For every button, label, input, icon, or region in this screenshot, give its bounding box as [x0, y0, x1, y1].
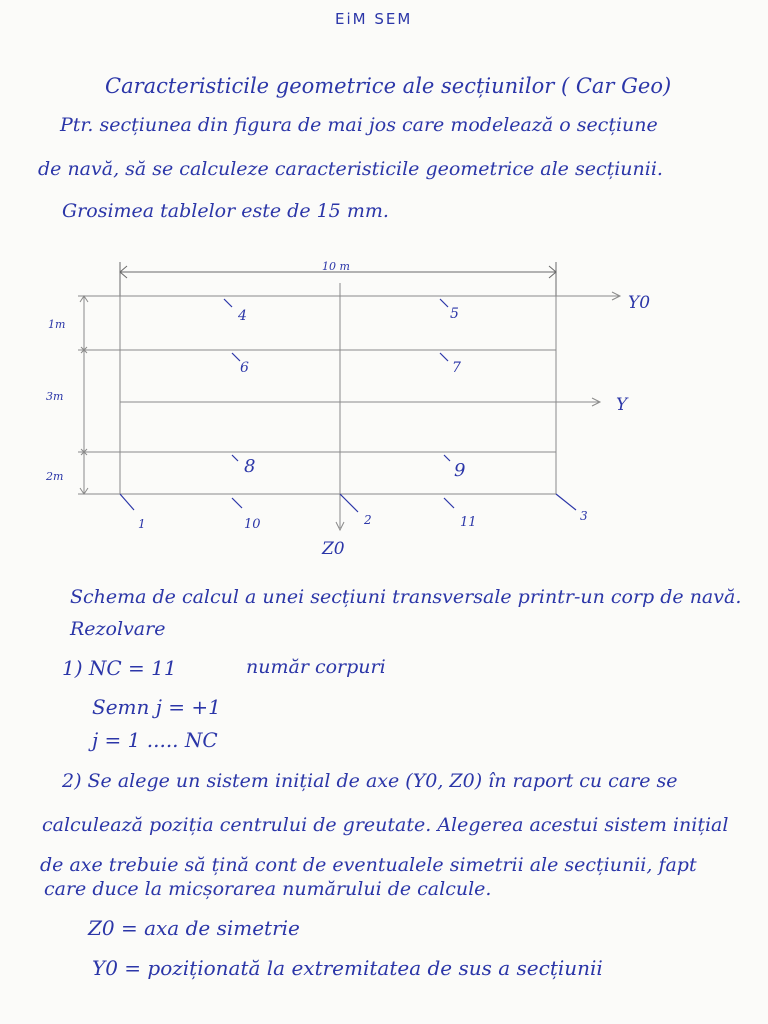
leader-ticks	[120, 299, 576, 512]
element-9: 9	[454, 460, 466, 481]
page-header: EiM SEM	[335, 10, 413, 28]
element-7: 7	[452, 360, 461, 376]
step2-line-4: care duce la micșorarea numărului de calcule.	[44, 878, 492, 900]
intro-line-2: de navă, să se calculeze caracteristicile geometrice ale secțiunii.	[38, 158, 663, 180]
axis-note-z0: Z0 = axa de simetrie	[88, 916, 300, 940]
figure-caption: Schema de calcul a unei secțiuni transversale printr-un corp de navă.	[70, 586, 742, 608]
solution-heading: Rezolvare	[70, 618, 166, 640]
corner-3: 3	[580, 509, 588, 523]
cross-section-figure	[0, 240, 768, 570]
step2-line-2: calculează poziția centrului de greutate. Alegerea acestui sistem inițial	[42, 814, 729, 836]
intro-line-3: Grosimea tablelor este de 15 mm.	[62, 200, 389, 222]
section-frame	[78, 283, 620, 530]
axis-y0-label: Y0	[628, 293, 651, 313]
element-8: 8	[244, 456, 256, 477]
element-6: 6	[240, 360, 249, 376]
step2-line-1: 2) Se alege un sistem inițial de axe (Y0, Z0) în raport cu care se	[62, 770, 678, 792]
step1-equation: 1) NC = 11	[62, 656, 177, 680]
dim-3m: 3m	[46, 390, 64, 403]
axis-y-label: Y	[616, 395, 628, 415]
page-title: Caracteristicile geometrice ale secțiunilor ( Car Geo)	[105, 74, 672, 98]
axis-z0-label: Z0	[322, 539, 345, 559]
dim-1m: 1m	[48, 318, 66, 331]
step1-sign: Semn j = +1	[92, 695, 221, 719]
width-label: 10 m	[322, 260, 350, 273]
element-11: 11	[460, 515, 477, 530]
step1-note: număr corpuri	[246, 656, 386, 678]
corner-2: 2	[364, 513, 372, 527]
corner-1: 1	[138, 517, 146, 531]
element-10: 10	[244, 517, 261, 532]
step1-range: j = 1 ..... NC	[92, 728, 218, 752]
step2-line-3: de axe trebuie să țină cont de eventualele simetrii ale secțiunii, fapt	[40, 854, 697, 876]
element-4: 4	[238, 308, 247, 324]
axis-note-y0: Y0 = poziționată la extremitatea de sus a secțiunii	[92, 956, 603, 980]
intro-line-1: Ptr. secțiunea din figura de mai jos care modelează o secțiune	[60, 114, 658, 136]
element-5: 5	[450, 306, 459, 322]
dim-2m: 2m	[46, 470, 64, 483]
